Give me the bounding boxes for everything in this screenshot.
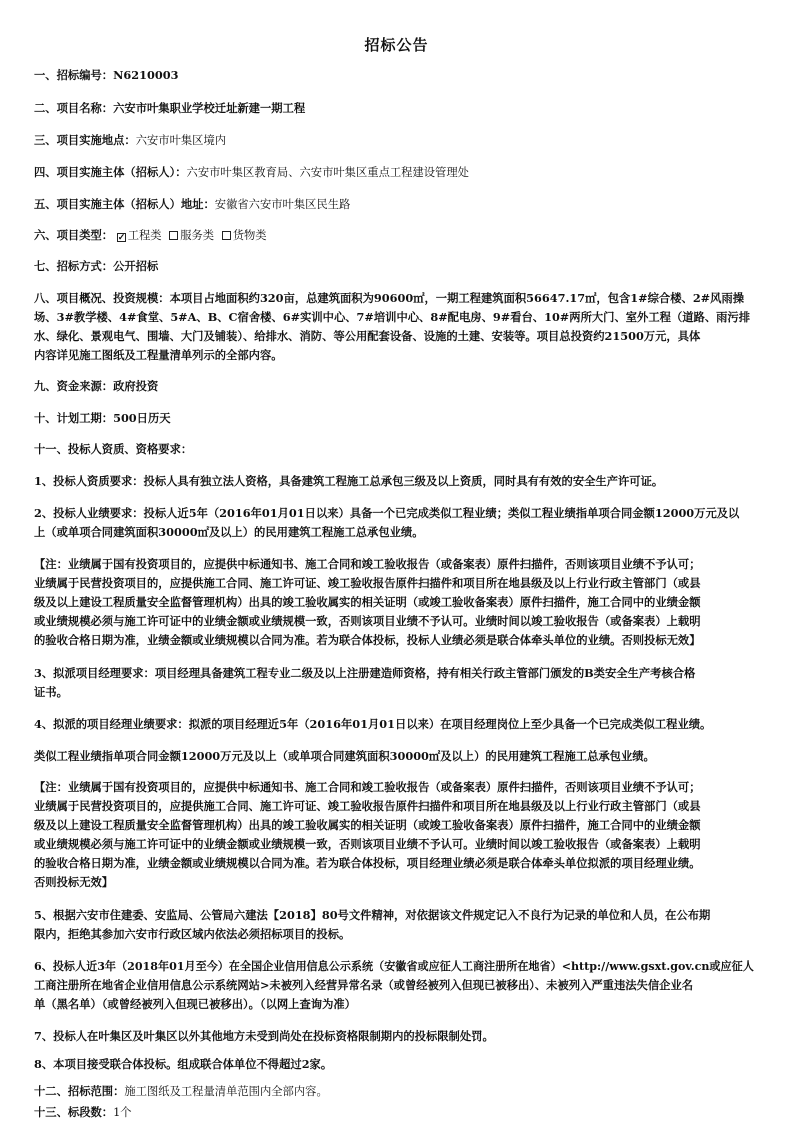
type-option-engineering: 工程类 [127,229,162,242]
location-label: 三、项目实施地点： [34,133,136,147]
section-project-type [34,226,758,245]
note-line: 【注：业绩属于国有投资项目的，应提供中标通知书、施工合同和竣工验收报告（或备案表）原件扫描件，否则该项目业绩不予认可； [34,780,701,794]
lot-count-value: 1个 [113,1106,132,1119]
tenderer-label: 四、项目实施主体（招标人）： [34,165,187,179]
section-qualification-heading: 十一、投标人资质、资格要求： [34,442,193,456]
note-line: 【注：业绩属于国有投资项目的，应提供中标通知书、施工合同和竣工验收报告（或备案表）原件扫描件，否则该项目业绩不予认可； [34,557,701,571]
note-line: 否则投标无效】 [34,875,114,889]
note-line: 业绩属于民营投资项目的，应提供施工合同、施工许可证、竣工验收报告原件扫描件和项目所在地县级及以上行业行政主管部门（或县 [34,576,701,590]
requirement-line: 6、投标人近3年（2018年01月至今）在全国企业信用信息公示系统（安徽省或应征人工商注册所在地省）<http://www.gsxt.gov.cn或应征人 [34,960,754,973]
requirement-line: 限内，拒绝其参加六安市行政区域内依法必须招标项目的投标。 [34,927,351,941]
requirement-line: 5、根据六安市住建委、安监局、公管局六建法【2018】80号文件精神，对依据该文件规定记入不良行为记录的单位和人员，在公布期 [34,908,711,922]
section-funding-source: 九、资金来源：政府投资 [34,379,159,393]
section-lot-count [34,1103,758,1122]
requirement-line: 工商注册所在地省企业信用信息公示系统网站>未被列入经营异常名录（或曾经被列入但现已被移出）、未被列入严重违法失信企业名 [34,978,694,992]
requirement-1: 1、投标人资质要求：投标人具有独立法人资格，具备建筑工程施工总承包三级及以上资质，同时具有有效的安全生产许可证。 [34,474,664,488]
section-tenderer [34,163,758,182]
checkbox-checked-icon: ✓ [117,233,126,243]
note-line: 业绩属于民营投资项目的，应提供施工合同、施工许可证、竣工验收报告原件扫描件和项目所在地县级及以上行业行政主管部门（或县 [34,799,701,813]
requirement-line: 2、投标人业绩要求：投标人近5年（2016年01月01日以来）具备一个已完成类似工程业绩；类似工程业绩指单项合同金额12000万元及以 [34,506,740,520]
overview-line: 场、3#教学楼、4#食堂、5#A、B、C宿舍楼、6#实训中心、7#培训中心、8#配电房、9#看台、10#两所大门、室外工程（道路、雨污排 [34,310,751,324]
note-line: 的验收合格日期为准，业绩金额或业绩规模以合同为准。若为联合体投标，投标人业绩必须是联合体牵头单位的业绩。否则投标无效】 [34,633,701,647]
address-value: 安徽省六安市叶集区民生路 [214,198,351,211]
section-bid-method: 七、招标方式：公开招标 [34,259,159,273]
requirement-line: 3、拟派项目经理要求：项目经理具备建筑工程专业二级及以上注册建造师资格，持有相关行政主管部门颁发的B类安全生产考核合格 [34,666,696,680]
address-label: 五、项目实施主体（招标人）地址： [34,197,215,211]
section-project-name [34,99,758,118]
note-line: 级及以上建设工程质量安全监督管理机构）出具的竣工验收属实的相关证明（或竣工验收备案表）原件扫描件，施工合同中的业绩金额 [34,818,701,832]
section-bid-scope [34,1082,758,1101]
document-title: 招标公告 [364,36,429,54]
bid-number-value: N6210003 [113,68,179,82]
lot-count-label: 十三、标段数： [34,1105,114,1119]
overview-line: 内容详见施工图纸及工程量清单列示的全部内容。 [34,348,283,362]
scope-value: 施工图纸及工程量清单范围内全部内容。 [124,1085,328,1098]
requirement-line: 单（黑名单）（或曾经被列入但现已被移出）。（以网上查询为准） [34,997,356,1011]
location-value: 六安市叶集区境内 [135,134,227,147]
type-option-service: 服务类 [180,229,215,242]
note-line: 的验收合格日期为准，业绩金额或业绩规模以合同为准。若为联合体投标，项目经理业绩必须是联合体牵头单位拟派的项目经理业绩。 [34,856,701,870]
overview-line: 水、绿化、景观电气、围墙、大门及铺装）、给排水、消防、等公用配套设备、设施的土建、安装等。项目总投资约21500万元，具体 [34,329,701,343]
tenderer-value: 六安市叶集区教育局、六安市叶集区重点工程建设管理处 [186,166,469,179]
bid-number-label: 一、招标编号： [34,68,114,82]
section-tenderer-address [34,195,758,214]
requirement-line: 证书。 [34,685,68,699]
requirement-4-similar: 类似工程业绩指单项合同金额12000万元及以上（或单项合同建筑面积30000㎡及以上）的民用建筑工程施工总承包业绩。 [34,749,655,763]
overview-line: 八、项目概况、投资规模：本项目占地面积约320亩，总建筑面积为90600㎡，一期工程建筑面积56647.17㎡，包含1#综合楼、2#风雨操 [34,291,745,305]
requirement-8: 8、本项目接受联合体投标。组成联合体单位不得超过2家。 [34,1057,333,1071]
scope-label: 十二、招标范围： [34,1084,125,1098]
checkbox-empty-icon [169,231,178,240]
project-type-label: 六、项目类型： [34,228,114,242]
type-option-goods: 货物类 [232,229,267,242]
section-schedule: 十、计划工期：500日历天 [34,411,171,425]
project-name-label: 二、项目名称： [34,101,114,115]
note-line: 或业绩规模必须与施工许可证中的业绩金额或业绩规模一致，否则该项目业绩不予认可。业绩时间以竣工验收报告（或备案表）上载明 [34,614,701,628]
requirement-line: 上（或单项合同建筑面积30000㎡及以上）的民用建筑工程施工总承包业绩。 [34,525,424,539]
project-name-value: 六安市叶集职业学校迁址新建一期工程 [113,101,306,115]
note-line: 级及以上建设工程质量安全监督管理机构）出具的竣工验收属实的相关证明（或竣工验收备案表）原件扫描件，施工合同中的业绩金额 [34,595,701,609]
checkbox-empty-icon [222,231,231,240]
requirement-4: 4、拟派的项目经理业绩要求：拟派的项目经理近5年（2016年01月01日以来）在项目经理岗位上至少具备一个已完成类似工程业绩。 [34,717,712,731]
section-bid-number [34,66,758,85]
requirement-7: 7、投标人在叶集区及叶集区以外其他地方未受到尚处在投标资格限制期内的投标限制处罚。 [34,1029,494,1043]
note-line: 或业绩规模必须与施工许可证中的业绩金额或业绩规模一致，否则该项目业绩不予认可。业绩时间以竣工验收报告（或备案表）上载明 [34,837,701,851]
section-project-location [34,131,758,150]
